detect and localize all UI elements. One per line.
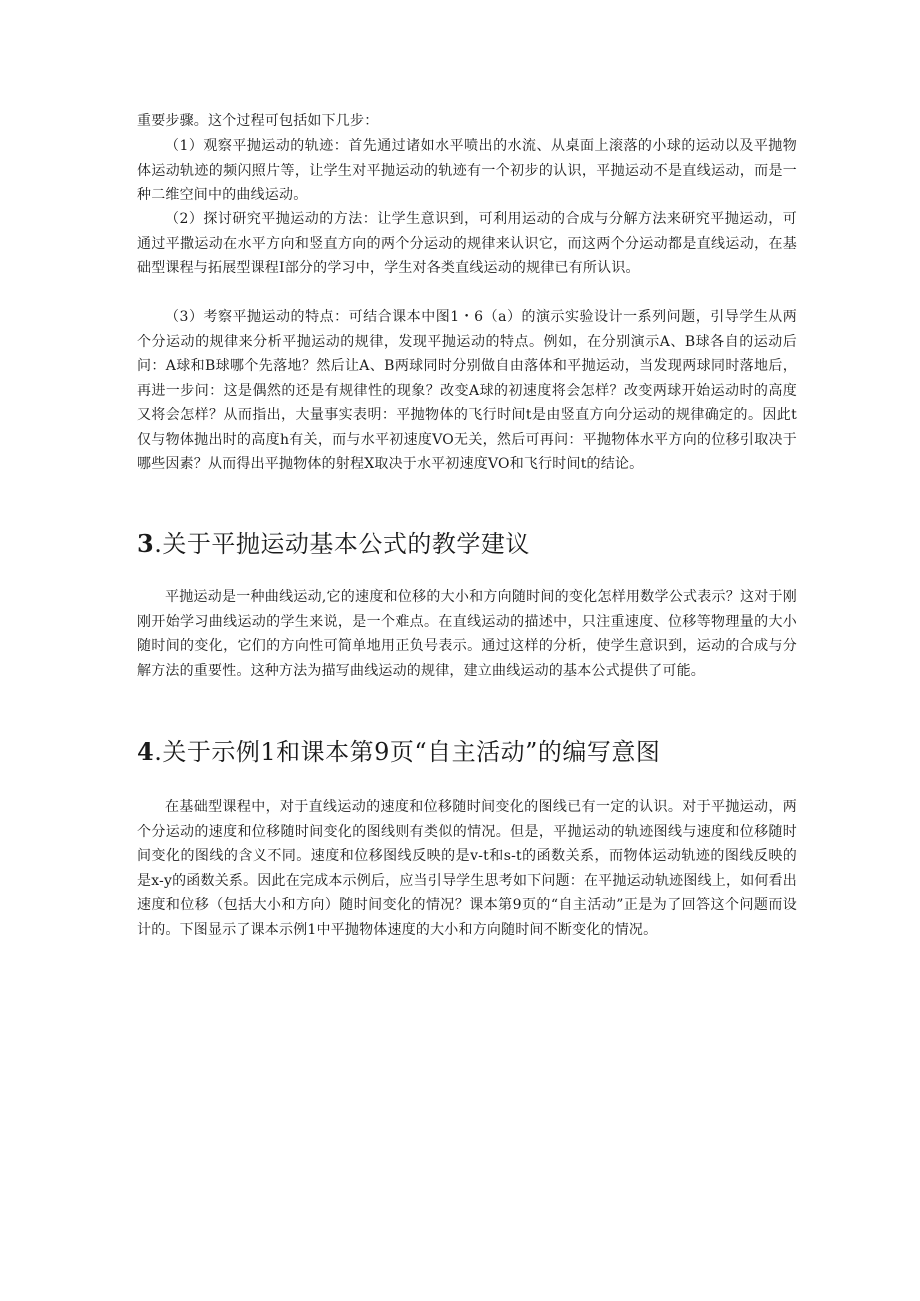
section-title: .关于平抛运动基本公式的教学建议 [154,530,530,558]
paragraph-step-2: （2）探讨研究平抛运动的方法：让学生意识到，可利用运动的合成与分解方法来研究平抛运动，可通过平撒运动在水平方向和竖直方向的两个分运动的规律来认识它，而这两个分运动都是直线运动，在基础型课程与拓展型课程I部分的学习中，学生对各类直线运动的规律已有所认识。 [137,211,797,276]
section-heading-3 [137,528,817,560]
section-title: .关于示例1和课本第9页“自主活动”的编写意图 [154,738,661,766]
paragraph-section-3: 平抛运动是一种曲线运动,它的速度和位移的大小和方向随时间的变化怎样用数学公式表示？这对于刚刚开始学习曲线运动的学生来说，是一个难点。在直线运动的描述中，只注重速度、位移等物理量的大小随时间的变化，它们的方向性可简单地用正负号表示。通过这样的分析，使学生意识到，运动的合成与分解方法的重要性。这种方法为描写曲线运动的规律，建立曲线运动的基本公式提供了可能。 [137,589,797,679]
paragraph-step-1: （1）观察平抛运动的轨迹：首先通过诸如水平喷出的水流、从桌面上滚落的小球的运动以及平抛物体运动轨迹的频闪照片等，让学生对平抛运动的轨迹有一个初步的认识，平抛运动不是直线运动，而是一种二维空间中的曲线运动。 [137,138,797,203]
paragraph-section-4: 在基础型课程中，对于直线运动的速度和位移随时间变化的图线已有一定的认识。对于平抛运动，两个分运动的速度和位移随时间变化的图线则有类似的情况。但是，平抛运动的轨迹图线与速度和位移随时间变化的图线的含义不同。速度和位移图线反映的是v-t和s-t的函数关系，而物体运动轨迹的图线反映的是x-y的函数关系。因此在完成本示例后，应当引导学生思考如下问题：在平抛运动轨迹图线上，如何看出速度和位移（包括大小和方向）随时间变化的情况？课本第9页的“自主活动”正是为了回答这个问题而设计的。下图显示了课本示例1中平抛物体速度的大小和方向随时间不断变化的情况。 [137,799,797,938]
section-number: 3 [137,529,155,558]
section-number: 4 [137,737,155,766]
paragraph-step-3: （3）考察平抛运动的特点：可结合课本中图1・6（a）的演示实验设计一系列问题，引导学生从两个分运动的规律来分析平抛运动的规律，发现平抛运动的特点。例如，在分别演示A、B球各自的运动后问：A球和B球哪个先落地？然后让A、B两球同时分别做自由落体和平抛运动，当发现两球同时落地后，再进一步问：这是偶然的还是有规律性的现象？改变A球的初速度将会怎样？改变两球开始运动时的高度又将会怎样？从而指出，大量事实表明：平抛物体的飞行时间t是由竖直方向分运动的规律确定的。因此t仅与物体抛出时的高度h有关，而与水平初速度VO无关，然后可再问：平抛物体水平方向的位移引取决于哪些因素？从而得出平抛物体的射程X取决于水平初速度VO和飞行时间t的结论。 [137,309,797,472]
paragraph-intro-continuation: 重要步骤。这个过程可包括如下几步： [137,113,379,129]
section-heading-4 [137,736,817,768]
